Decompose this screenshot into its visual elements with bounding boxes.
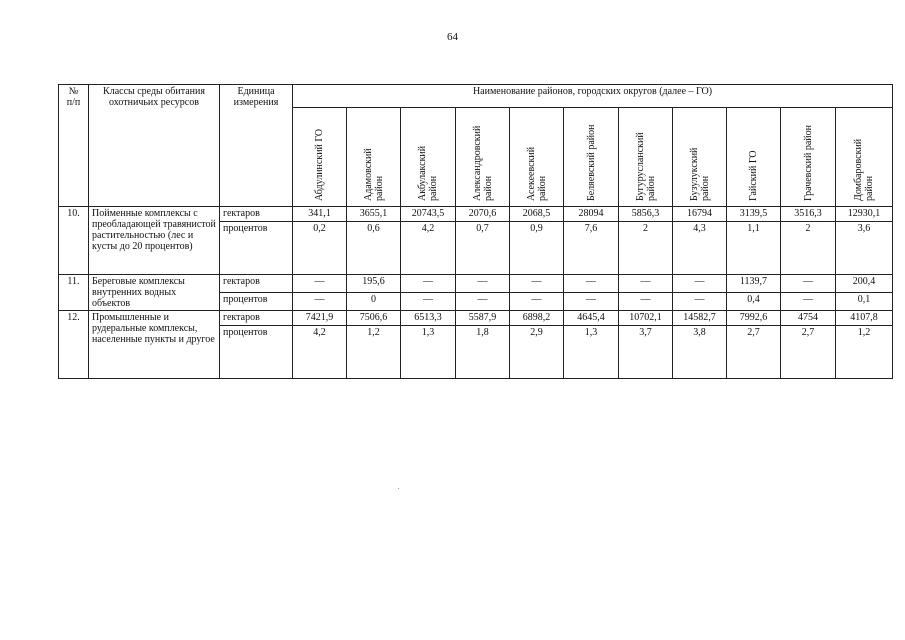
district-header: Бузулукский район — [673, 108, 727, 207]
page-number: 64 — [447, 31, 458, 43]
district-header: Домбаровский район — [836, 108, 893, 207]
value-cell: 12930,1 — [836, 207, 893, 222]
value-cell: 2068,5 — [510, 207, 564, 222]
header-districts-group: Наименование районов, городских округов (далее – ГО) — [293, 85, 893, 108]
value-cell: 14582,7 — [673, 311, 727, 326]
value-cell: 2070,6 — [456, 207, 510, 222]
value-cell: — — [781, 293, 836, 311]
value-cell: 4645,4 — [564, 311, 619, 326]
habitat-class: Промышленные и рудеральные комплексы, населенные пункты и другое — [89, 311, 220, 379]
district-header: Беляевский район — [564, 108, 619, 207]
value-cell: 3,8 — [673, 326, 727, 379]
value-cell: — — [293, 293, 347, 311]
value-cell: 1,2 — [347, 326, 401, 379]
value-cell: 0,1 — [836, 293, 893, 311]
row-number: 11. — [59, 275, 89, 311]
value-cell: — — [781, 275, 836, 293]
unit-percent: процентов — [220, 222, 293, 275]
value-cell: 3,7 — [619, 326, 673, 379]
district-header: Грачевский район — [781, 108, 836, 207]
value-cell: 20743,5 — [401, 207, 456, 222]
value-cell: 1,1 — [727, 222, 781, 275]
value-cell: — — [619, 275, 673, 293]
table-row — [59, 311, 893, 326]
habitat-class: Пойменные комплексы с преобладающей травянистой растительностью (лес и кусты до 20 процентов) — [89, 207, 220, 275]
value-cell: 0,9 — [510, 222, 564, 275]
value-cell: — — [293, 275, 347, 293]
value-cell: 2,9 — [510, 326, 564, 379]
table-body — [59, 207, 893, 379]
table-row — [59, 207, 893, 222]
value-cell: 2,7 — [727, 326, 781, 379]
value-cell: 1,3 — [564, 326, 619, 379]
value-cell: 10702,1 — [619, 311, 673, 326]
value-cell: 7506,6 — [347, 311, 401, 326]
value-cell: 3655,1 — [347, 207, 401, 222]
value-cell: 341,1 — [293, 207, 347, 222]
unit-percent: процентов — [220, 293, 293, 311]
header-unit: Единица измерения — [220, 85, 293, 207]
value-cell: — — [510, 275, 564, 293]
value-cell: 195,6 — [347, 275, 401, 293]
scan-dot — [398, 488, 399, 489]
value-cell: 7992,6 — [727, 311, 781, 326]
value-cell: 16794 — [673, 207, 727, 222]
value-cell: 2 — [781, 222, 836, 275]
value-cell: — — [619, 293, 673, 311]
value-cell: — — [456, 293, 510, 311]
value-cell: 4,2 — [401, 222, 456, 275]
value-cell: 4,2 — [293, 326, 347, 379]
value-cell: 6513,3 — [401, 311, 456, 326]
value-cell: 1,8 — [456, 326, 510, 379]
value-cell: 6898,2 — [510, 311, 564, 326]
district-header: Гайский ГО — [727, 108, 781, 207]
value-cell: 200,4 — [836, 275, 893, 293]
value-cell: 3,6 — [836, 222, 893, 275]
value-cell: 5856,3 — [619, 207, 673, 222]
value-cell: — — [673, 293, 727, 311]
value-cell: — — [456, 275, 510, 293]
row-number: 10. — [59, 207, 89, 275]
value-cell: 4,3 — [673, 222, 727, 275]
value-cell: 0,7 — [456, 222, 510, 275]
value-cell: 2,7 — [781, 326, 836, 379]
value-cell: 0,6 — [347, 222, 401, 275]
value-cell: — — [510, 293, 564, 311]
value-cell: 0,2 — [293, 222, 347, 275]
unit-hectares: гектаров — [220, 275, 293, 293]
district-header: Асекеевский район — [510, 108, 564, 207]
district-header: Бугурусланский район — [619, 108, 673, 207]
unit-hectares: гектаров — [220, 311, 293, 326]
value-cell: — — [564, 275, 619, 293]
value-cell: 28094 — [564, 207, 619, 222]
district-header: Акбулакский район — [401, 108, 456, 207]
row-number: 12. — [59, 311, 89, 379]
value-cell: 1,3 — [401, 326, 456, 379]
value-cell: 3516,3 — [781, 207, 836, 222]
district-header: Александровский район — [456, 108, 510, 207]
value-cell: 1,2 — [836, 326, 893, 379]
unit-hectares: гектаров — [220, 207, 293, 222]
value-cell: 3139,5 — [727, 207, 781, 222]
value-cell: 0,4 — [727, 293, 781, 311]
table-row — [59, 275, 893, 293]
value-cell: 0 — [347, 293, 401, 311]
value-cell: 2 — [619, 222, 673, 275]
header-class: Классы среды обитания охотничьих ресурсов — [89, 85, 220, 207]
value-cell: 1139,7 — [727, 275, 781, 293]
value-cell: 5587,9 — [456, 311, 510, 326]
value-cell: 7421,9 — [293, 311, 347, 326]
value-cell: — — [401, 275, 456, 293]
habitat-class: Береговые комплексы внутренних водных объектов — [89, 275, 220, 311]
value-cell: — — [564, 293, 619, 311]
unit-percent: процентов — [220, 326, 293, 379]
value-cell: 4754 — [781, 311, 836, 326]
hunting-habitat-table — [58, 84, 893, 379]
value-cell: — — [401, 293, 456, 311]
district-header: Абдулинский ГО — [293, 108, 347, 207]
value-cell: 7,6 — [564, 222, 619, 275]
district-header: Адамовский район — [347, 108, 401, 207]
value-cell: — — [673, 275, 727, 293]
header-num: № п/п — [59, 85, 89, 207]
value-cell: 4107,8 — [836, 311, 893, 326]
